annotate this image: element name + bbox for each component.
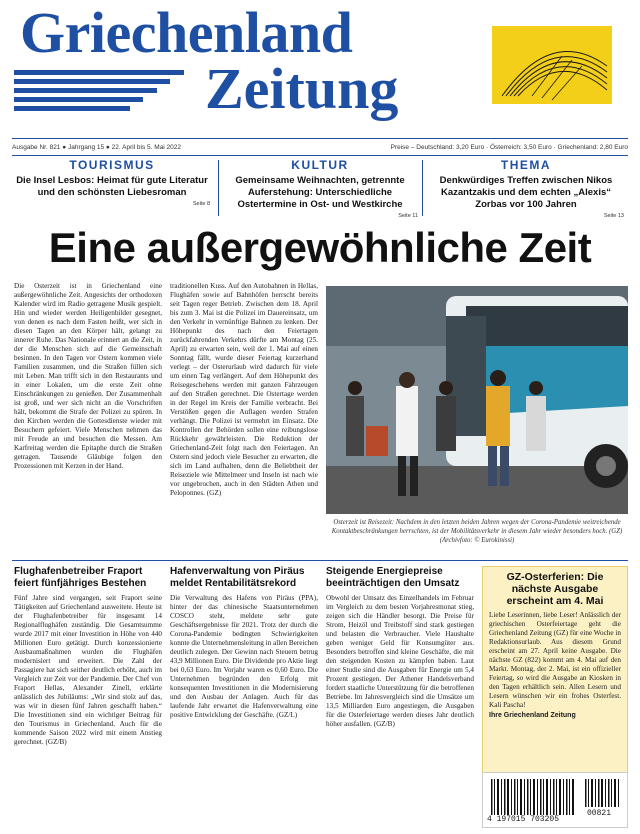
- story-piraeus: [170, 566, 318, 828]
- teaser-headline: Gemeinsame Weihnachten, getrennte Auferstehung: Unterschiedliche Ostertermine in Ost- und Westkirche: [235, 175, 405, 210]
- barcode: [482, 772, 628, 828]
- story-energy: [326, 566, 474, 828]
- infobar-rule: [12, 155, 628, 156]
- teaser-page: Seite 8: [192, 201, 210, 207]
- story-headline: Steigende Energiepreise beeinträchtigen den Umsatz: [326, 566, 460, 589]
- teaser-tourismus[interactable]: [14, 158, 210, 216]
- main-story-column-2: traditionellen Kuss. Auf den Autobahnen in Hellas, Flughäfen sowie auf Bahnhöfen herrscht bereits seit Tagen reger Betrieb. Zwischen dem 18. April bis zum 3. Mai ist die Polizei im Dauereinsatz, um den Verkehr in vernünftige Bahnen zu lenken. Der Höhepunkt des nach den Feiertagen zurückfahrenden Verkehrs dürfte am Montag (25. April) zu erwarten sein, weil der 1. Mai auf einen Sonntag fällt, wurde dieser Feiertag kurzerhand verlegt – der Osterurlaub wird dadurch für viele um einen Tag verlängert. Auf dem Höhepunkt des Reisegeschehens werden mit ganzen Fahrzeugen auf den Straßen gerechnet. Die Ostertage werden in der Regel im Kreis der Familie verbracht. Bei Verstößen gegen die Auflagen werden Strafen verhängt. Die Polizei ist vermehrt im Einsatz. Die Kontrollen der Behörden sollen eine reibungslose Rückkehr gewährleisten. Die Reduktion der Griechenland-Zeit folgt nach den Feiertagen. An Ostern sind jedoch viele Besucher zu erwarten, die sich im Land aufhalten, denn die Beliebtheit der Reiseziele wie Mittelmeer und Inseln ist nach wie vor ungebrochen, auch in den Städten Athen und Peloponnes. (GZ): [170, 282, 318, 497]
- masthead-rule: [12, 138, 628, 139]
- teaser-thema[interactable]: [428, 158, 624, 219]
- teaser-divider: [422, 160, 423, 216]
- teaser-page: Seite 13: [603, 213, 624, 219]
- photo-caption: Osterzeit ist Reisezeit: Nachdem in den letzten beiden Jahren wegen der Corona-Pandemie weitreichende Kontaktbeschränkungen herrschten, ist der Mobilitätsverkehr in diesem Jahr wieder besonders hoch. (GZ) (Archivfoto: © Eurokinissi): [331, 519, 623, 544]
- wave-logo-icon: [492, 26, 612, 104]
- issue-info: Ausgabe Nr. 821 ● Jahrgang 15 ● 22. April bis 5. Mai 2022: [12, 143, 182, 151]
- story-body: Obwohl der Umsatz des Einzelhandels im Februar im Vergleich zu dem besten Vorjahresmonat stieg, zeigen sich die Händler besorgt. Die Preise für Strom, Heizöl und Treibstoff sind stark gestiegen und belasten die Verbraucher. Viele Haushalte geben weniger Geld für Konsumgüter aus. Besonders betroffen sind kleine Geschäfte, die mit den steigenden Kosten zu kämpfen haben. Laut einer Studie sind die Ausgaben für Energie um 5,4 Prozent gestiegen. Der Athener Handelsverband fordert staatliche Unterstützung für die betroffenen Betriebe. Im Jahresvergleich sind die Umsätze um 13,5 Milliarden Euro angestiegen, die Ausgaben für die Osterfeiertage werden dieses Jahr deutlich höher ausfallen. (GZ/B): [326, 594, 474, 728]
- masthead-title-line1: Griechenland: [20, 0, 353, 65]
- masthead-logo: [492, 26, 612, 104]
- section-rule: [12, 560, 628, 561]
- main-photo: [326, 286, 628, 514]
- teaser-headline: Denkwürdiges Treffen zwischen Nikos Kazantzakis und dem echten „Alexis“ Zorbas vor 100 Jahren: [439, 175, 613, 210]
- story-fraport: [14, 566, 162, 828]
- teaser-page: Seite 11: [398, 213, 418, 219]
- notice-headline: GZ-Osterferien: Die nächste Ausgabe erscheint am 4. Mai: [506, 571, 604, 607]
- teaser-kicker: TOURISMUS: [69, 158, 155, 172]
- barcode-issue: 00821: [587, 809, 612, 818]
- teaser-kultur[interactable]: [222, 158, 418, 219]
- notice-body: Liebe Leserinnen, liebe Leser! Anlässlich der griechischen Osterfeiertage geht die Griechenland Zeitung (GZ) für eine Woche in Redaktionsurlaub. Aus diesem Grund erscheint am 27. April keine Ausgabe. Die nächste GZ (822) kommt am 4. Mai auf den Markt. Montag, der 2. Mai, ist ein offizieller Feiertag, so wird die Ausgabe an Kiosken in den Tagen erhältlich sein. Allen Lesern und Lesern wünschen wir ein frohes Osterfest. Kali Pascha!: [489, 611, 621, 709]
- story-body: Fünf Jahre sind vergangen, seit Fraport seine Tätigkeiten auf Griechenland ausweitete. Heute ist der Flughafenbetreiber für insgesamt 14 Regionalflughäfen zuständig. Die Gesamtsumme wurde 2017 mit einer Investition in Höhe von 440 Millionen Euro getätigt. Durch konzessionierte Ausbaumaßnahmen wurden die Flughäfen modernisiert und erweitert. Die Zahl der Passagiere hat sich seither deutlich erhöht, auch im Vergleich zur Zeit vor der Pandemie. Der Chef von Fraport Hellas, Alexander Zinell, erklärte anlässlich des Jubiläums: „Wir sind stolz auf das, was wir in diesen fünf Jahren geschafft haben.“ Die Investitionen sind ein wichtiger Beitrag für den Tourismus in Griechenland. Auch für die kommende Saison 2022 wird mit einem Anstieg gerechnet. (GZ/B): [14, 594, 162, 746]
- teaser-divider: [218, 160, 219, 216]
- notice-signature: Ihre Griechenland Zeitung: [489, 712, 576, 719]
- price-info: Preise – Deutschland: 3,20 Euro · Österreich: 3,50 Euro · Griechenland: 2,80 Euro: [390, 143, 628, 151]
- teaser-headline: Die Insel Lesbos: Heimat für gute Literatur und den schönsten Liebesroman: [16, 175, 208, 198]
- main-headline: Eine außergewöhnliche Zeit: [48, 224, 592, 271]
- story-body: Die Verwaltung des Hafens von Piräus (PPA), hinter der das chinesische Staatsunternehmen COSCO steht, meldete sehr gute Geschäftsergebnisse für 2021. Trotz der durch die Corona-Pandemie bedingten Schwierigkeiten konnte die Unternehmensleitung in allen Bereichen deutlich zulegen. Der Gewinn nach Steuern betrug 43,9 Millionen Euro. Die Dividende pro Aktie liegt bei 0,63 Euro. Im Vorjahr waren es 0,60 Euro. Die Unternehmen begründen den Erfolg mit konsequenten Investitionen in die Modernisierung und den Ausbau der Anlagen. Auch für das laufende Jahr erwartet die Hafenverwaltung eine positive Entwicklung der Geschäfte. (GZ/L): [170, 594, 318, 719]
- story-headline: Hafenverwaltung von Piräus meldet Rentabilitätsrekord: [170, 566, 305, 589]
- masthead-title-line2: Zeitung: [205, 56, 399, 121]
- story-headline: Flughafenbetreiber Fraport feiert fünfjähriges Bestehen: [14, 566, 147, 589]
- barcode-number: 4 197015 703205: [487, 815, 560, 824]
- teaser-kicker: KULTUR: [291, 158, 349, 172]
- teaser-kicker: THEMA: [500, 158, 552, 172]
- main-story-column-1: Die Osterzeit ist in Griechenland eine außergewöhnliche Zeit. Angesichts der orthodoxen Kalender wird im Radio getragene Musik gespielt. Hin und wieder werden Heiligenbilder gesegnet, von denen es nach dem Fasten heißt, wer sich in diesen Tagen an den Körper hält, gelangt zu innerer Ruhe. Das Nationale erinnert an die Zeit, in der die Menschen sich auf die Gemeinschaft besinnen. In den Tagen vor Ostern kommen viele Familien zusammen, und die Straßen füllen sich mit Leben. Man trifft sich in den Restaurants und in einer Lokalen, um die erste Zeit ohne Einschränkungen zu genießen. Der Zusammenhalt ist groß, und wer sich nicht an die Vorschriften hält, bekommt die Strafe der Polizei zu spüren. In den Kirchen werden die Gottesdienste wieder mit Besuchern gefeiert. Viele Menschen nehmen das mit Freude an und besuchen die Messen. Am Karfreitag werden die Epitaphe durch die Straßen getragen. Tausende Gläubige folgen den Prozessionen mit Kerzen in der Hand.: [14, 282, 162, 470]
- masthead-stripes: [14, 70, 184, 118]
- issue-info-bar: [12, 140, 628, 154]
